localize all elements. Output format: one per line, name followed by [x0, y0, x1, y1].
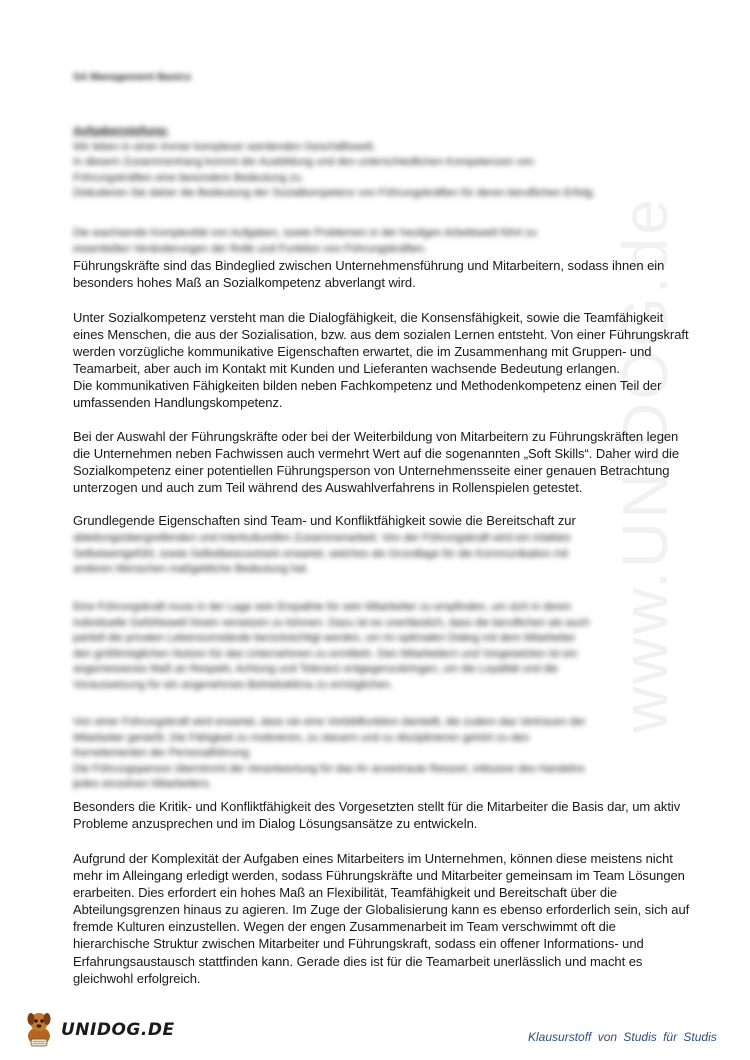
paragraph-line: die Unternehmen neben Fachwissen auch vermehrt Wert auf die sogenannten „Soft Skills“. Daher wird die	[73, 446, 680, 462]
task-line: In diesem Zusammenhang kommt der Ausbildung und den unterschiedlichen Kompetenzen von	[73, 156, 535, 168]
paragraph-line: Aufgrund der Komplexität der Aufgaben eines Mitarbeiters im Unternehmen, können diese meistens nicht	[73, 851, 673, 866]
task-line: Wir leben in einer immer komplexer werdenden Geschäftswelt.	[73, 140, 376, 153]
blurred-line: angemessenes Maß an Respekt, Achtung und Toleranz entgegenzubringen, um die Loyalität und die	[73, 663, 558, 675]
paragraph-line: Die kommunikativen Fähigkeiten bilden neben Fachkompetenz und Methodenkompetenz einen Teil der	[73, 378, 662, 394]
paragraph-line: hierarchische Struktur zwischen Mitarbeiter und Führungskraft, sodass ein offener Informations- und	[73, 936, 644, 952]
paragraph-line: mehr im Alleingang erledigt werden, sodass Führungskräfte und Mitarbeiter gemeinsam im Team Lösungen	[73, 868, 685, 884]
empathie-blurred	[73, 600, 685, 693]
paragraph-line: gleichwohl erfolgreich.	[73, 970, 201, 986]
blurred-line: Kernelementen der Personalführung.	[73, 747, 252, 759]
blurred-line: Selbstwertgefühl, sowie Selbstbewusstsein erwartet, welches als Grundlage für die Kommunikation mit	[73, 547, 569, 560]
paragraph-line: Unter Sozialkompetenz versteht man die Dialogfähigkeit, die Konsensfähigkeit, sowie die Teamfähigkeit	[73, 310, 664, 325]
paragraph-line: Abteilungsgrenzen hinaus zu agieren. Im Zuge der Globalisierung kann es ebenso erforderlich sein, sich auf	[73, 902, 690, 918]
paragraph-line: werden vorzügliche kommunikative Eigenschaften erwartet, die im Zusammenhang mit Gruppen- und	[73, 344, 652, 360]
paragraph-line: Besonders die Kritik- und Konfliktfähigkeit des Vorgesetzten stellt für die Mitarbeiter die Basis dar, um aktiv	[73, 799, 681, 814]
intro-paragraph	[73, 257, 685, 291]
blurred-line: Mitarbeiter genießt. Die Fähigkeit zu motivieren, zu steuern und zu disziplinieren gehört zu den	[73, 731, 530, 744]
paragraph-line: Bei der Auswahl der Führungskräfte oder bei der Weiterbildung von Mitarbeitern zu Führungskräften legen	[73, 429, 679, 444]
intro-blurred	[73, 226, 685, 257]
paragraph-line: Grundlegende Eigenschaften sind Team- und Konfliktfähigkeit sowie die Bereitschaft zur	[73, 513, 576, 528]
blurred-line: jedes einzelnen Mitarbeiters.	[73, 778, 212, 790]
logo-text: UNIDOG.DE	[61, 1020, 175, 1040]
kritik-paragraph	[73, 798, 685, 832]
paragraph-line: umfassenden Handlungskompetenz.	[73, 395, 283, 411]
sozialkompetenz-paragraph	[73, 309, 689, 412]
paragraph-line: eines Menschen, die aus der Sozialisation, bzw. aus dem sozialen Lernen entsteht. Von einer Führungskraft	[73, 327, 689, 343]
blurred-line: abteilungsübergreifenden und interkulturellen Zusammenarbeit. Von der Führungskraft wird ein intaktes	[73, 532, 571, 544]
task-line: Diskutieren Sie daher die Bedeutung der Sozialkompetenz von Führungskräften für deren beruflichen Erfolg.	[73, 187, 596, 199]
teamarbeit-paragraph	[73, 850, 690, 987]
blurred-line: anderen Menschen maßgebliche Bedeutung hat.	[73, 563, 309, 575]
watermark: www.UNIDOG.de	[609, 196, 681, 733]
task-line: Führungskräften eine besondere Bedeutung zu.	[73, 171, 304, 184]
blurred-line: Eine Führungskraft muss in der Lage sein Empathie für sein Mitarbeiter zu empfinden, um sich in deren	[73, 601, 572, 613]
blurred-line: Voraussetzung für ein angenehmes Betriebsklima zu ermöglichen.	[73, 678, 393, 691]
paragraph-line: fremde Kulturen einzustellen. Wegen der engen Zusammenarbeit im Team verschwimmt oft die	[73, 919, 616, 935]
task-section	[73, 124, 685, 202]
blurred-line: Die Führungsperson übernimmt die Verantwortung für das ihr anvertraute Ressort, inklusive des Handelns	[73, 762, 585, 775]
blurred-line: essentiellen Veränderungen der Rolle und Funktion von Führungskräften.	[73, 242, 427, 255]
eigenschaften-blurred	[73, 531, 685, 578]
footer-tagline: Klausurstoff von Studis für Studis	[528, 1030, 717, 1044]
paragraph-line: Teamarbeit, aber auch im Kontakt mit Kunden und Lieferanten wachsende Bedeutung erlangen.	[73, 361, 620, 377]
paragraph-line: Probleme anzusprechen und im Dialog Lösungsansätze zu entwickeln.	[73, 816, 478, 832]
blurred-line: den größtmöglichen Nutzen für das Unternehmen zu ermitteln. Den Mitarbeitern und Vorgesetzten ist ein	[73, 647, 578, 660]
vorbild-blurred	[73, 715, 685, 793]
blurred-line: Von einer Führungskraft wird erwartet, dass sie eine Vorbildfunktion darstellt, die zudem das Vertrauen der	[73, 716, 586, 728]
eigenschaften-paragraph	[73, 512, 685, 529]
blurred-line: partiell die privaten Lebensumstände berücksichtigt werden, um im optimalen Dialog mit dem Mitarbeiter	[73, 632, 576, 644]
paragraph-line: Erfahrungsaustausch stattfinden kann. Gerade dies ist für die Teamarbeit unerlässlich und macht es	[73, 953, 643, 969]
blurred-line: Die wachsende Komplexität von Aufgaben, sowie Problemen in der heutigen Arbeitswelt führt zu	[73, 227, 537, 239]
dog-mascot-icon	[23, 1009, 55, 1052]
unidog-logo[interactable]	[23, 1010, 175, 1050]
paragraph-line: Sozialkompetenz einer potentiellen Führungsperson von Unternehmensseite einer genauen Betrachtung	[73, 463, 670, 479]
paragraph-line: unterzogen und auch zum Teil während des Auswahlverfahrens in Rollenspielen getestet.	[73, 480, 583, 496]
blurred-line: individuelle Gefühlswelt hinein versetzen zu können. Dazu ist es unerlässlich, dass die beruflichen als auch	[73, 616, 590, 629]
auswahl-paragraph	[73, 428, 685, 496]
task-title: Aufgabenstellung:	[73, 125, 169, 137]
document-heading: SA Management Basics	[73, 71, 192, 83]
paragraph-line: erarbeiten. Dies erfordert ein hohes Maß an Flexibilität, Teamfähigkeit und Bereitschaft über die	[73, 885, 618, 901]
paragraph-line: besonders hohes Maß an Sozialkompetenz abverlangt wird.	[73, 275, 416, 291]
paragraph-line: Führungskräfte sind das Bindeglied zwischen Unternehmensführung und Mitarbeitern, sodass ihnen ein	[73, 258, 665, 273]
